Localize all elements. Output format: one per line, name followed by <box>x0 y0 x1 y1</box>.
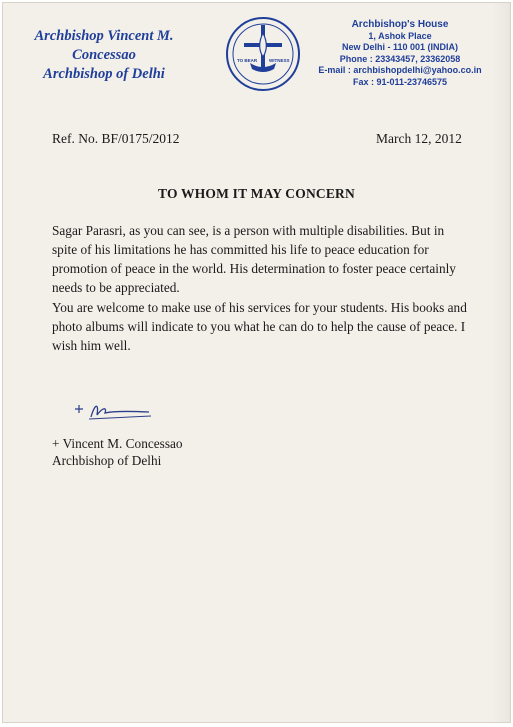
signature-block <box>52 435 183 469</box>
emblem-text-right: WITNESS <box>269 58 290 63</box>
address-city: New Delhi - 110 001 (INDIA) <box>341 42 459 52</box>
address-fax: Fax : 91-011-23746575 <box>352 76 448 87</box>
letterhead-left <box>9 27 199 84</box>
emblem-text-left: TO BEAR <box>237 58 258 63</box>
reference-number: Ref. No. BF/0175/2012 <box>52 131 180 146</box>
letter-date: March 12, 2012 <box>376 131 462 146</box>
letter-page <box>2 2 511 723</box>
body-paragraph-1: Sagar Parasri, as you can see, is a person with multiple disabilities. But in spite of his limitations he has committed his life to peace education for promotion of peace in the world. His determination to foster peace certainly needs to be appreciated. <box>52 223 456 295</box>
paper-edge-shadow <box>492 3 510 722</box>
letterhead-name: Archbishop Vincent M. Concessao <box>34 28 174 63</box>
letterhead-address <box>310 19 490 88</box>
body-paragraph-2: You are welcome to make use of his services for your students. His books and photo albums will indicate to you what he can do to help the cause of peace. I wish him well. <box>52 300 467 353</box>
address-house: Archbishop's House <box>351 19 449 30</box>
letter-heading: TO WHOM IT MAY CONCERN <box>158 186 355 201</box>
signer-name: + Vincent M. Concessao <box>52 436 183 451</box>
signer-title: Archbishop of Delhi <box>52 453 162 468</box>
signature-mark <box>69 397 159 427</box>
address-street: 1, Ashok Place <box>368 30 432 41</box>
archdiocese-emblem-icon <box>224 15 302 93</box>
address-phone: Phone : 23343457, 23362058 <box>339 53 461 64</box>
address-email: E-mail : archbishopdelhi@yahoo.co.in <box>318 65 482 75</box>
letterhead-title: Archbishop of Delhi <box>43 66 165 82</box>
